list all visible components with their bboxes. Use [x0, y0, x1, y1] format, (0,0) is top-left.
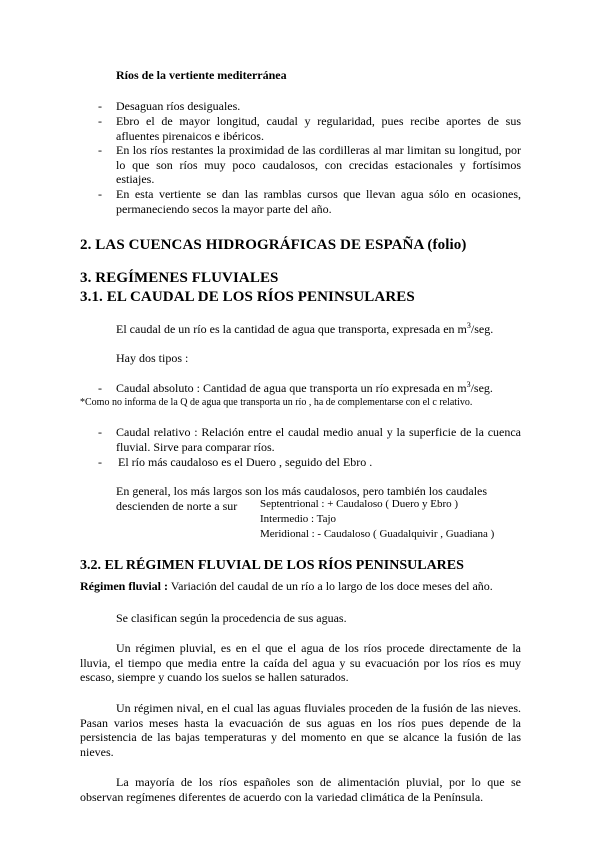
footnote-relativo: *Como no informa de la Q de agua que transporta un río , ha de complementarse con el c relativo. [80, 397, 473, 408]
bullet-item: En esta vertiente se dan las ramblas cursos que llevan agua sólo en ocasiones, permaneciendo secos la mayor parte del año. [116, 187, 521, 216]
section-2-title: 2. LAS CUENCAS HIDROGRÁFICAS DE ESPAÑA (folio) [80, 237, 467, 253]
section-3-2-title: 3.2. EL RÉGIMEN FLUVIAL DE LOS RÍOS PENINSULARES [80, 558, 464, 573]
bullet-dash: - [98, 143, 102, 157]
zone-intermedio: Intermedio : Tajo [260, 513, 337, 525]
bullet-dash: - [98, 455, 102, 469]
zone-septentrional: Septentrional : + Caudaloso ( Duero y Ebro ) [260, 498, 459, 510]
subsection-title-vertiente: Ríos de la vertiente mediterránea [116, 68, 287, 82]
bullet-dash: - [98, 381, 102, 395]
bullet-item: Desaguan ríos desiguales. [116, 99, 241, 113]
paragraph-mayoria: La mayoría de los ríos españoles son de alimentación pluvial, por lo que se observan regímenes diferentes de acuerdo con la variedad climática de la Península. [80, 775, 521, 804]
bullet-item: Ebro el de mayor longitud, caudal y regularidad, pues recibe aportes de sus afluentes pirenaicos e ibéricos. [116, 114, 521, 143]
bullet-caudal-relativo: Caudal relativo : Relación entre el caudal medio anual y la superficie de la cuenca fluvial. Sirve para comparar ríos. [116, 425, 521, 454]
paragraph-pluvial: Un régimen pluvial, es en el que el agua de los ríos procede directamente de la lluvia, el tiempo que media entre la caída del agua y su evacuación por los ríos es muy escaso, siempre y cuando los suelos se hallen saturados. [80, 641, 521, 685]
bullet-rio-caudaloso: El río más caudaloso es el Duero , seguido del Ebro . [118, 455, 373, 469]
bullet-dash: - [98, 425, 102, 439]
paragraph-clasifican: Se clasifican según la procedencia de sus aguas. [116, 611, 347, 625]
bullet-caudal-absoluto: Caudal absoluto : Cantidad de agua que transporta un río expresada en $m^3$/seg. [116, 380, 493, 395]
paragraph-tipos: Hay dos tipos : [116, 351, 189, 365]
bullet-dash: - [98, 114, 102, 128]
paragraph-general-cont: descienden de norte a sur [116, 499, 238, 513]
paragraph-nival: Un régimen nival, en el cual las aguas fluviales proceden de la fusión de las nieves. Pasan varios meses hasta la evacuación de sus aguas en los ríos pues depende de la persistencia de las bajas temperaturas y del momento en que se alcance la fusión de las nieves. [80, 701, 521, 759]
definition-regimen-fluvial: Régimen fluvial : Variación del caudal de un río a lo largo de los doce meses del año. [80, 579, 493, 593]
zone-meridional: Meridional : - Caudaloso ( Guadalquivir , Guadiana ) [260, 528, 495, 540]
section-3-title: 3. REGÍMENES FLUVIALES [80, 270, 279, 286]
paragraph-general: En general, los más largos son los más caudalosos, pero también los caudales [116, 484, 488, 498]
bullet-dash: - [98, 187, 102, 201]
paragraph-caudal: El caudal de un río es la cantidad de agua que transporta, expresada en $m^3$/seg. [116, 321, 494, 336]
section-3-1-title: 3.1. EL CAUDAL DE LOS RÍOS PENINSULARES [80, 289, 415, 305]
bullet-dash: - [98, 99, 102, 113]
bullet-item: En los ríos restantes la proximidad de las cordilleras al mar limitan su longitud, por lo que son ríos muy poco caudalosos, con crecidas estacionales y fortísimos estiajes. [116, 143, 521, 187]
